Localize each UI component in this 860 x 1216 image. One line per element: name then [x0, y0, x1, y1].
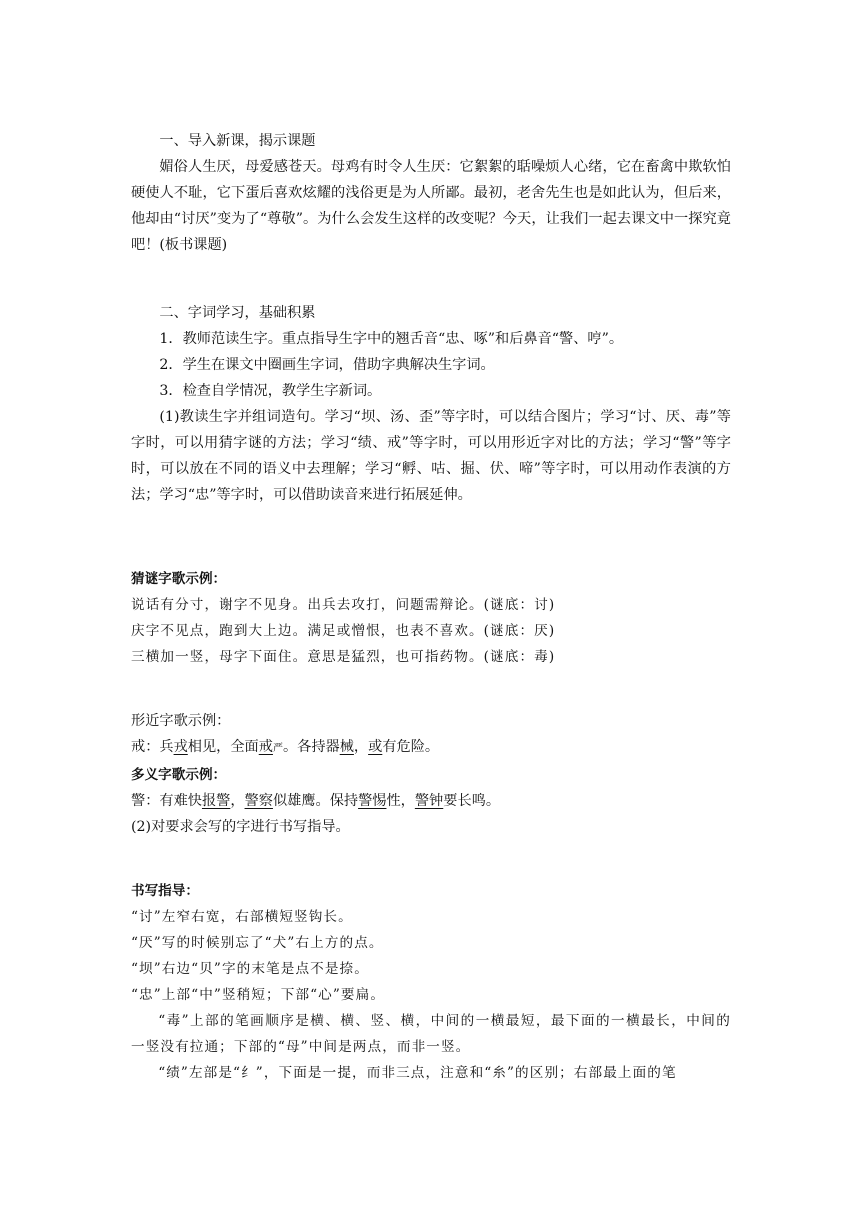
sub-item-1: (1)教读生字并组词造句。学习“坝、汤、歪”等字时，可以结合图片；学习“讨、厌、毒”等字时，可以用猜字谜的方法；学习“绩、戒”等字时，可以用形近字对比的方法；学习“警”等字时，可以放在不同的语义中去理解；学习“孵、咕、掘、伏、啼”等字时，可以用动作表演的方法；学习“忠”等字时，可以借助读音来进行拓展延伸。	[131, 409, 731, 503]
section-intro	[131, 128, 731, 258]
similar-char-examples	[131, 708, 731, 840]
writing-line: “讨”左窄右宽，右部横短竖钩长。	[131, 909, 353, 925]
list-item: 2．学生在课文中圈画生字词，借助字典解决生字词。	[159, 357, 495, 373]
writing-guidance	[131, 878, 731, 1086]
writing-line: “忠”上部“中”竖稍短；下部“心”要扁。	[131, 987, 386, 1003]
list-item: 3．检查自学情况，教学生字新词。	[159, 383, 382, 399]
writing-paragraph: “绩”左部是“纟”，下面是一提，而非三点，注意和“糸”的区别；右部最上面的笔	[158, 1065, 677, 1081]
riddle-line: 三横加一竖，母字下面住。意思是猛烈，也可指药物。(谜底：毒)	[131, 649, 556, 665]
writing-paragraph: “毒”上部的笔画顺序是横、横、竖、横，中间的一横最短，最下面的一横最长，中间的一竖没有拉通；下部的“母”中间是两点，而非一竖。	[131, 1013, 731, 1055]
similar-title: 形近字歌示例：	[131, 713, 231, 729]
section-vocabulary	[131, 300, 731, 508]
riddle-examples	[131, 566, 731, 670]
polysemy-verse: 警：有难快报警，警察似雄鹰。保持警惕性，警钟要长鸣。	[131, 793, 501, 809]
riddle-line: 说话有分寸，谢字不见身。出兵去攻打，问题需辩论。(谜底：讨)	[131, 597, 556, 613]
riddle-line: 庆字不见点，跑到大上边。满足或憎恨，也表不喜欢。(谜底：厌)	[131, 623, 556, 639]
section2-heading: 二、字词学习，基础积累	[159, 305, 316, 321]
sub-item-2: (2)对要求会写的字进行书写指导。	[131, 819, 350, 835]
writing-line: “坝”右边“贝”字的末笔是点不是捺。	[131, 961, 369, 977]
section1-heading: 一、导入新课，揭示课题	[159, 133, 316, 149]
similar-verse: 戒：兵戎相见，全面戒严。各持器械，或有危险。	[131, 739, 440, 755]
section1-paragraph: 媚俗人生厌，母爱感苍天。母鸡有时令人生厌：它絮絮的聒噪烦人心绪，它在畜禽中欺软怕硬使人不耻，它下蛋后喜欢炫耀的浅俗更是为人所鄙。最初，老舍先生也是如此认为，但后来，他却由“讨厌”变为了“尊敬”。为什么会发生这样的改变呢？今天，让我们一起去课文中一探究竟吧！(板书课题)	[131, 159, 731, 253]
list-item: 1．教师范读生字。重点指导生字中的翘舌音“忠、啄”和后鼻音“警、哼”。	[159, 331, 624, 347]
polysemy-title: 多义字歌示例：	[131, 767, 227, 783]
writing-title: 书写指导：	[131, 883, 199, 899]
writing-line: “厌”写的时候别忘了“犬”右上方的点。	[131, 935, 384, 951]
riddle-title: 猜谜字歌示例：	[131, 571, 227, 587]
